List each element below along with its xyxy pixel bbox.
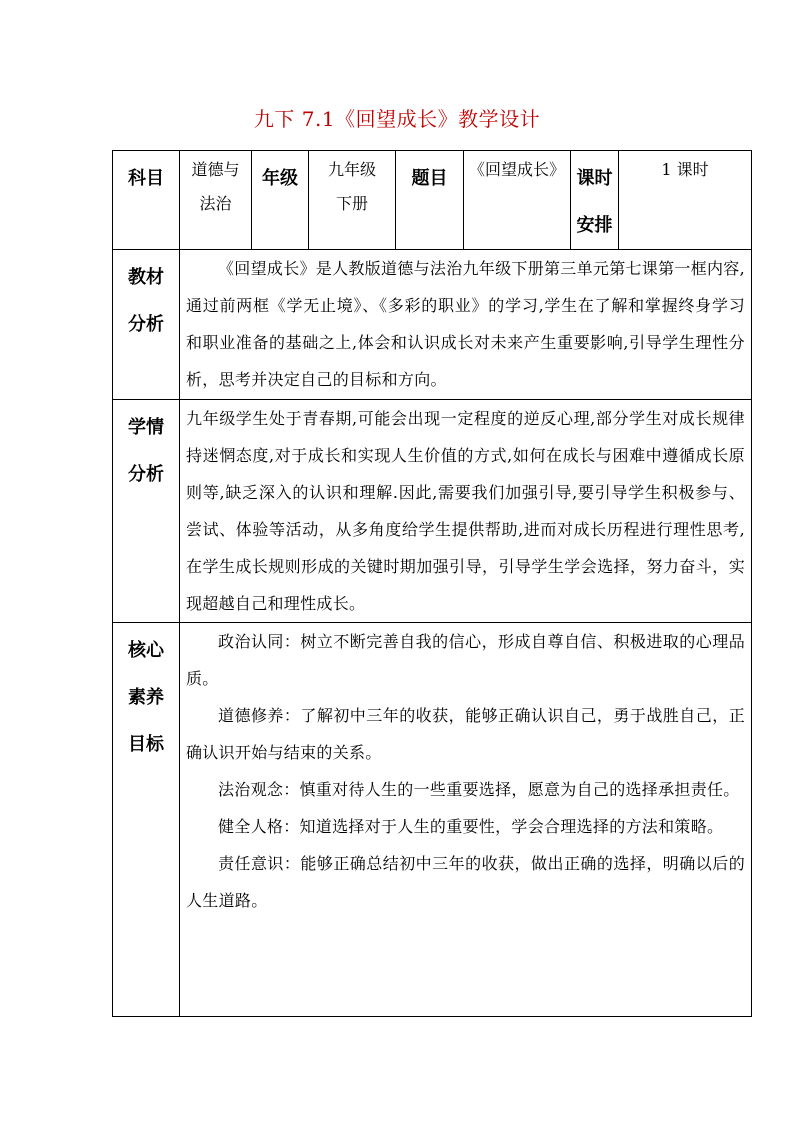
period-label: 课时 安排	[571, 151, 619, 250]
period-value: 1 课时	[619, 151, 752, 250]
goal-item: 健全人格：知道选择对于人生的重要性，学会合理选择的方法和策略。	[218, 817, 724, 836]
topic-value: 《回望成长》	[464, 151, 571, 250]
textbook-analysis-row	[113, 250, 752, 400]
subject-value: 道德与 法治	[180, 151, 252, 250]
learner-analysis-label: 学情 分析	[113, 400, 180, 623]
learner-analysis-row	[113, 400, 752, 623]
goal-item: 责任意识：能够正确总结初中三年的收获，做出正确的选择，明确以后的人生道路。	[186, 854, 745, 910]
grade-value: 九年级 下册	[309, 151, 396, 250]
goal-item: 法治观念：慎重对待人生的一些重要选择，愿意为自己的选择承担责任。	[218, 780, 740, 799]
textbook-analysis-label: 教材 分析	[113, 250, 180, 400]
core-goals-text	[180, 623, 752, 1017]
goal-item: 道德修养：了解初中三年的收获，能够正确认识自己，勇于战胜自己，正确认识开始与结束的关系。	[186, 706, 745, 762]
subject-label: 科目	[113, 151, 180, 250]
grade-label: 年级	[252, 151, 309, 250]
textbook-analysis-text: 《回望成长》是人教版道德与法治九年级下册第三单元第七课第一框内容,通过前两框《学无止境》、《多彩的职业》的学习,学生在了解和掌握终身学习和职业准备的基础之上,体会和认识成长对未来产生重要影响,引导学生理性分析，思考并决定自己的目标和方向。	[180, 250, 752, 400]
document-title: 九下 7.1《回望成长》教学设计	[253, 107, 541, 131]
lesson-plan-table	[112, 150, 752, 1017]
core-goals-label: 核心 素养 目标	[113, 623, 180, 1017]
core-goals-row	[113, 623, 752, 1017]
topic-label: 题目	[396, 151, 464, 250]
learner-analysis-text: 九年级学生处于青春期,可能会出现一定程度的逆反心理,部分学生对成长规律持迷惘态度,对于成长和实现人生价值的方式,如何在成长与困难中遵循成长原则等,缺乏深入的认识和理解.因此,需要我们加强引导,要引导学生积极参与、尝试、体验等活动，从多角度给学生提供帮助,进而对成长历程进行理性思考,在学生成长规则形成的关键时期加强引导，引导学生学会选择，努力奋斗，实现超越自己和理性成长。	[180, 400, 752, 623]
goal-item: 政治认同：树立不断完善自我的信心，形成自尊自信、积极进取的心理品质。	[186, 632, 745, 688]
header-row	[113, 151, 752, 250]
